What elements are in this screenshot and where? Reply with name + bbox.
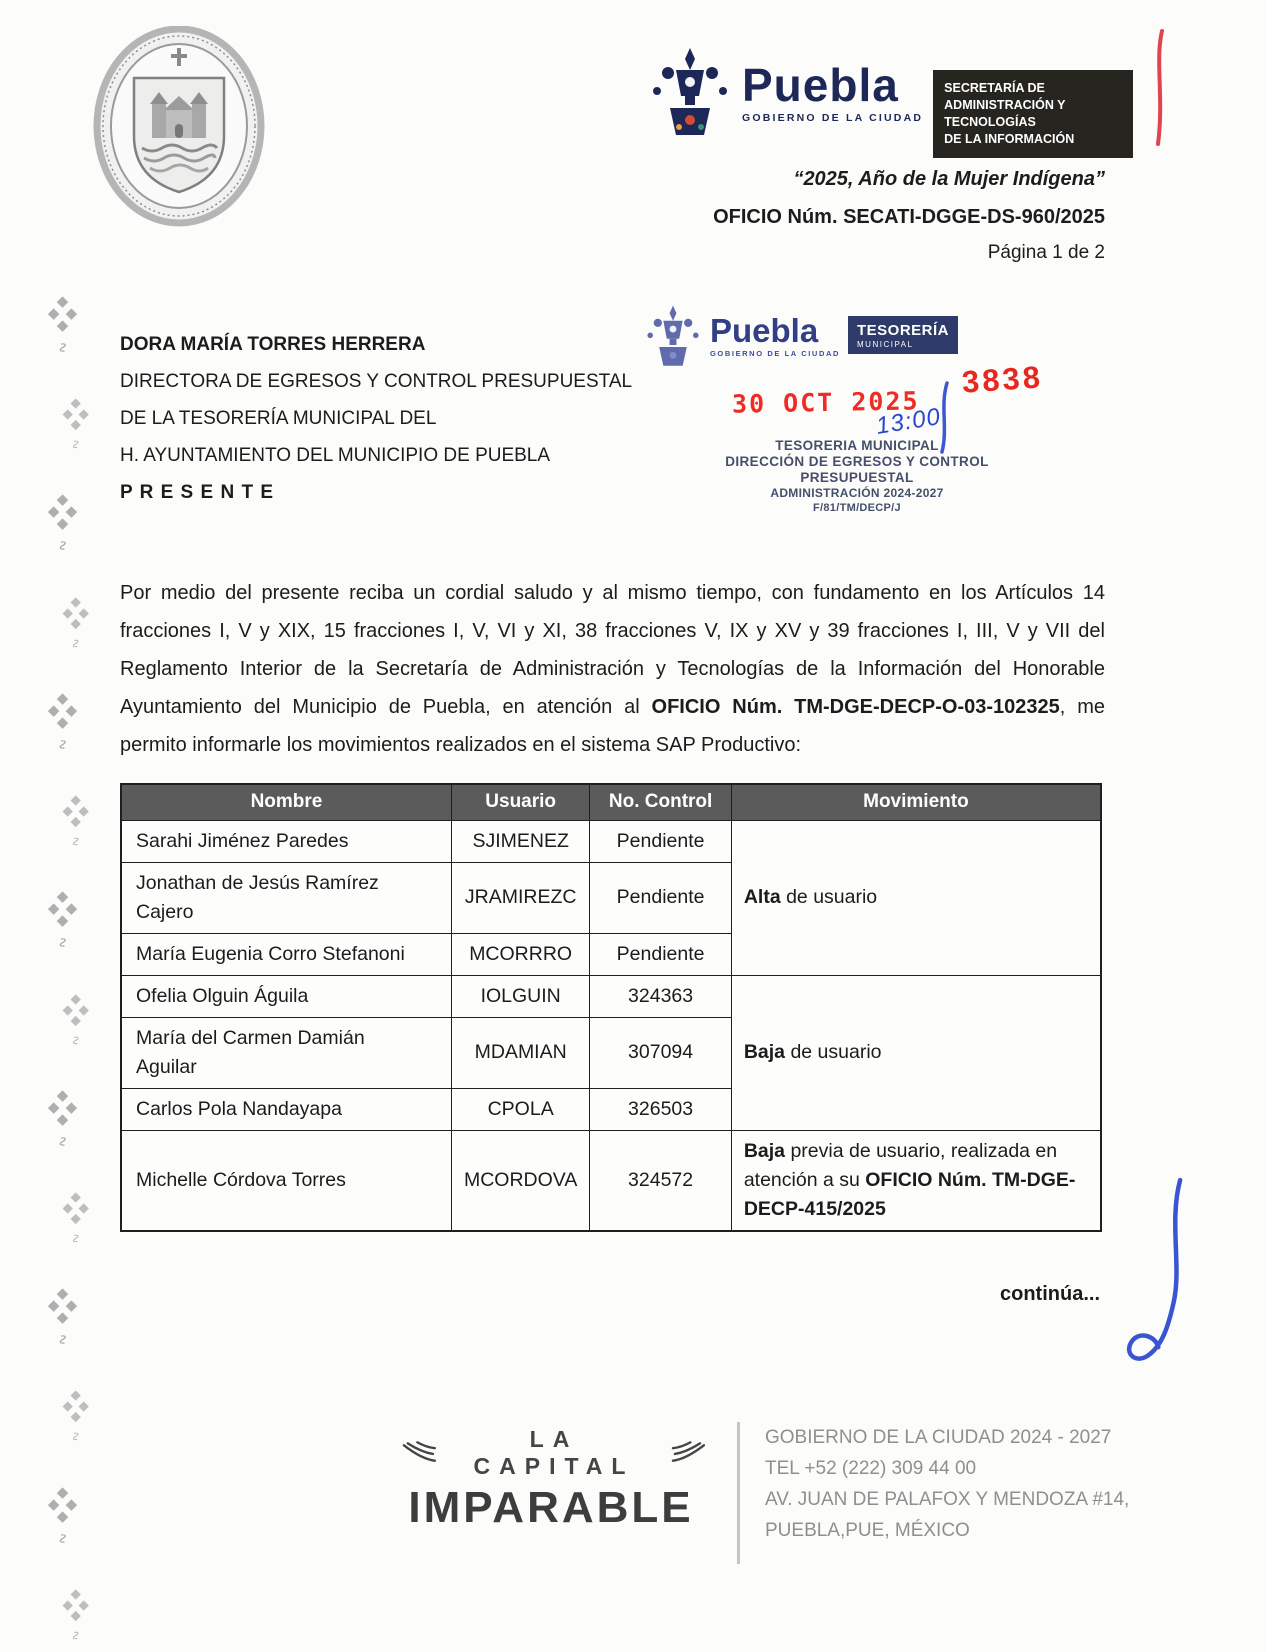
ornament-diamond: ◆ ◆ ◆ ◆ ∿ (62, 1586, 90, 1643)
wing-icon-right (671, 1441, 706, 1465)
body-oficio-reference: OFICIO Núm. TM-DGE-DECP-O-03-102325 (651, 696, 1060, 718)
secretaria-line-2: ADMINISTRACIÓN Y TECNOLOGÍAS (944, 98, 1066, 129)
footer-divider (737, 1422, 740, 1564)
cell-usuario: SJIMENEZ (451, 820, 589, 862)
cell-control: 324363 (590, 975, 731, 1017)
brand-capital-row (396, 1426, 706, 1480)
movement-bold: Baja (743, 1139, 786, 1162)
year-quote: “2025, Año de la Mujer Indígena” (793, 168, 1105, 190)
secretaria-line-1: SECRETARÍA DE (944, 81, 1045, 95)
stamp-dept-line-5: F/81/TM/DECP/J (813, 502, 901, 514)
cell-movimiento-alta (731, 820, 1101, 975)
cell-usuario: CPOLA (451, 1088, 589, 1130)
movement-oficio-reference: OFICIO Núm. TM-DGE-DECP-415/2025 (743, 1168, 1076, 1220)
stamp-dept-line-3: PRESUPUESTAL (800, 470, 914, 485)
table-row (121, 820, 1101, 862)
cell-control: Pendiente (590, 933, 731, 975)
recipient-title-line-2: DE LA TESORERÍA MUNICIPAL DEL (120, 408, 437, 429)
cell-usuario: JRAMIREZC (451, 862, 589, 933)
ornament-diamond: ◆ ◆ ◆ ◆ ∿ (62, 1189, 90, 1246)
cell-nombre: María Eugenia Corro Stefanoni (121, 933, 451, 975)
page-indicator: Página 1 de 2 (987, 242, 1105, 263)
ornament-diamond: ◆ ◆ ◆ ◆ ∿ (62, 792, 90, 849)
cell-control: Pendiente (590, 820, 731, 862)
footer-city-line: PUEBLA,PUE, MÉXICO (765, 1520, 970, 1541)
stamp-dept-line-1: TESORERIA MUNICIPAL (775, 438, 939, 453)
footer-contact-block (765, 1422, 1129, 1546)
movement-rest: de usuario (785, 1041, 882, 1063)
ornament-diamond: ◆ ◆ ◆ ◆ ∿ (62, 395, 90, 452)
cell-movimiento-baja-previa (731, 1130, 1101, 1231)
table-header-row (121, 784, 1101, 820)
column-header-control: No. Control (590, 784, 731, 820)
brand-imparable-label: IMPARABLE (408, 1483, 694, 1532)
footer-government-line: GOBIERNO DE LA CIUDAD 2024 - 2027 (765, 1427, 1112, 1448)
city-coat-of-arms (92, 26, 267, 231)
continua-label: continúa... (1000, 1283, 1100, 1305)
movement-bold: Baja (743, 1041, 786, 1063)
footer-brand (396, 1426, 706, 1533)
body-text-after: , me permito informarle los movimientos realizados en el sistema SAP Productivo: (120, 696, 1105, 756)
cell-usuario: IOLGUIN (451, 975, 589, 1017)
stamp-received-date: 30 OCT 2025 (731, 386, 920, 419)
column-header-usuario: Usuario (451, 784, 589, 820)
table-row (121, 1130, 1101, 1231)
movement-rest: de usuario (780, 886, 878, 908)
cell-usuario: MDAMIAN (451, 1017, 589, 1088)
puebla-wordmark-block (742, 59, 924, 124)
ornament-diamond: ◆ ◆ ◆ ◆ ∿ (47, 1086, 79, 1150)
signature-stroke (1078, 1172, 1198, 1382)
handwritten-folio: 3838 (960, 359, 1045, 400)
oficio-number: OFICIO Núm. SECATI-DGGE-DS-960/2025 (713, 206, 1105, 228)
cell-usuario: MCORDOVA (451, 1130, 589, 1231)
puebla-stamp-icon (644, 304, 702, 368)
ornament-diamond: ◆ ◆ ◆ ◆ ∿ (62, 990, 90, 1047)
tesoreria-box-line-1: TESORERÍA (857, 322, 950, 339)
recipient-name: DORA MARÍA TORRES HERRERA (120, 334, 426, 355)
cell-control: 307094 (590, 1017, 731, 1088)
header-brand (648, 46, 1133, 158)
stamp-dept-line-2: DIRECCIÓN DE EGRESOS Y CONTROL (725, 454, 989, 469)
stamp-brand-row (644, 304, 958, 368)
received-stamp (640, 296, 1110, 536)
ornament-diamond: ◆ ◆ ◆ ◆ ∿ (62, 593, 90, 651)
ornament-diamond: ◆ ◆ ◆ ◆ ∿ (47, 888, 79, 951)
stamp-dept-line-4: ADMINISTRACIÓN 2024-2027 (770, 486, 944, 500)
ornament-diamond: ◆ ◆ ◆ ◆ ∿ (47, 1483, 79, 1547)
recipient-title-line-3: H. AYUNTAMIENTO DEL MUNICIPIO DE PUEBLA (120, 445, 551, 466)
presente-label: P R E S E N T E (120, 482, 275, 503)
footer-phone-line: TEL +52 (222) 309 44 00 (765, 1458, 977, 1479)
ornament-diamond: ◆ ◆ ◆ ◆ ∿ (47, 1285, 79, 1348)
cell-nombre: Michelle Córdova Torres (121, 1130, 451, 1231)
tesoreria-box-line-2: MUNICIPAL (857, 340, 914, 349)
stamp-department-block (692, 438, 1022, 515)
handwritten-time: 13:00 (874, 403, 943, 440)
stamp-puebla-tagline: GOBIERNO DE LA CIUDAD (710, 349, 840, 358)
cell-nombre: Carlos Pola Nandayapa (121, 1088, 451, 1130)
puebla-wordmark: Puebla (742, 59, 899, 111)
recipient-title-line-1: DIRECTORA DE EGRESOS Y CONTROL PRESUPUESTAL (120, 371, 633, 392)
cell-control: Pendiente (590, 862, 731, 933)
ornament-diamond: ◆ ◆ ◆ ◆ ∿ (47, 491, 79, 554)
stamp-puebla-wordmark: Puebla (710, 312, 819, 349)
movement-rest: previa de usuario, realizada en atención a su (743, 1139, 1058, 1191)
left-ornament-border (26, 293, 100, 1646)
cell-nombre: Sarahi Jiménez Paredes (121, 820, 451, 862)
secretaria-line-3: DE LA INFORMACIÓN (944, 132, 1075, 146)
cell-nombre: María del Carmen Damián Aguilar (121, 1017, 451, 1088)
puebla-logo-icon (648, 46, 732, 138)
table-row (121, 975, 1101, 1017)
column-header-movimiento: Movimiento (731, 784, 1101, 820)
ornament-diamond: ◆ ◆ ◆ ◆ ∿ (47, 293, 79, 356)
tesoreria-box (848, 316, 958, 354)
recipient-block (120, 326, 632, 511)
footer-address-line: AV. JUAN DE PALAFOX Y MENDOZA #14, (765, 1489, 1130, 1510)
brand-capital-label: LA CAPITAL (473, 1426, 635, 1479)
cell-usuario: MCORRRO (451, 933, 589, 975)
body-paragraph (120, 574, 1105, 764)
stamp-wordmark-block (710, 314, 840, 358)
secretaria-box (933, 70, 1133, 158)
movements-table (120, 783, 1102, 1232)
cell-nombre: Jonathan de Jesús Ramírez Cajero (121, 862, 451, 933)
red-pen-mark (1150, 28, 1172, 148)
wing-icon-left (402, 1441, 437, 1465)
puebla-tagline: GOBIERNO DE LA CIUDAD (742, 112, 924, 124)
body-text-before: Por medio del presente reciba un cordial saludo y al mismo tiempo, con fundamento en los Artículos 14 fracciones I, V y XIX, 15 fracciones I, V, VI y XI, 38 fracciones V, IX y XV y 39 fracciones I, III, V y VII del Reglamento Interior de la Secretaría de Administración y Tecnologías de la Información del Honorable Ayuntamiento del Municipio de Puebla, en atención al (120, 582, 1105, 718)
movement-bold: Alta (743, 886, 781, 908)
cell-control: 326503 (590, 1088, 731, 1130)
column-header-nombre: Nombre (121, 784, 451, 820)
cell-control: 324572 (590, 1130, 731, 1231)
cell-nombre: Ofelia Olguin Águila (121, 975, 451, 1017)
cell-movimiento-baja (731, 975, 1101, 1130)
ornament-diamond: ◆ ◆ ◆ ◆ ∿ (62, 1387, 90, 1444)
ornament-diamond: ◆ ◆ ◆ ◆ ∿ (47, 689, 79, 753)
header-text-block (713, 168, 1105, 264)
